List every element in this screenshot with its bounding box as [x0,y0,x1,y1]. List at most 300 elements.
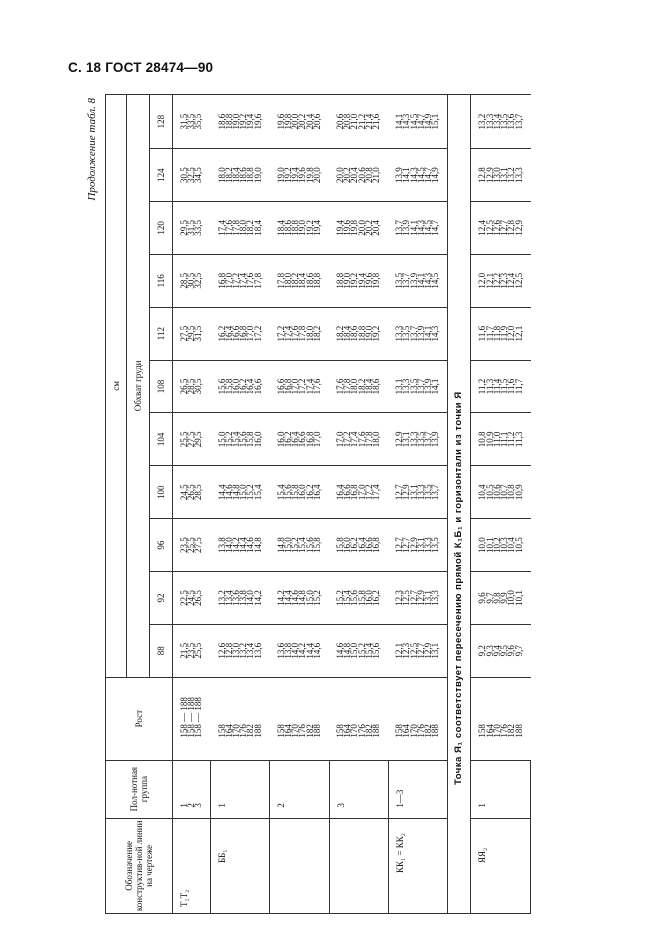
value-cell: 10,4 [471,466,487,519]
value-cell: 15,4 [255,466,270,519]
value-cell: 18,4 [233,149,240,202]
designation-cell: ЯЯ₂ [471,818,531,913]
value-cell: 17,2 [366,466,373,519]
value-cell: 10,0 [508,572,515,625]
value-cell: 13,2 [211,572,226,625]
value-cell: 12,9 [403,466,410,519]
value-cell: 11,1 [501,413,508,466]
value-cell: 13,3 [432,572,448,625]
header-group: Пол-нотная группа [106,760,173,818]
value-cell: 9,6 [508,624,515,677]
value-cell: 18,8 [226,95,233,149]
value-cell: 15,8 [292,466,299,519]
subheading: Точка Я₁ соответствует пересечению прямой К₁Б₁ и горизонтали из точки Я [448,95,471,914]
value-cell: 25,5 [188,519,195,572]
group-value: 1 [179,803,189,808]
value-cell: 12,2 [494,254,501,307]
height-cell: 176 [240,677,247,760]
value-cell: 12,6 [211,624,226,677]
value-cell: 19,4 [314,201,329,254]
value-cell: 16,0 [344,519,351,572]
value-cell: 11,0 [494,413,501,466]
value-cell: 13,5 [432,519,448,572]
value-cell: 14,6 [226,466,233,519]
value-cell: 9,6 [471,572,487,625]
value-cell: 17,2 [255,307,270,360]
value-cell: 16,4 [359,519,366,572]
height-cell: 176 [359,677,366,760]
value-cell: 10,8 [508,466,515,519]
value-cell: 21,6 [373,95,388,149]
value-cell: 20,2 [299,95,306,149]
value-cell: 26,5 [188,466,195,519]
value-cell: 12,9 [411,519,418,572]
value-cell: 13,1 [411,466,418,519]
value-cell: 16,8 [285,360,292,413]
value-cell: 19,6 [299,149,306,202]
value-cell: 19,8 [307,149,314,202]
height-cell: 182 [366,677,373,760]
value-cell: 32,5 [195,254,210,307]
bust-value: 116 [150,254,173,307]
value-cell: 15,6 [373,624,388,677]
height-cell: 176 [299,677,306,760]
value-cell: 17,4 [240,254,247,307]
value-cell: 20,8 [366,149,373,202]
value-cell: 14,6 [314,624,329,677]
value-cell: 14,7 [418,95,425,149]
value-cell: 13,3 [403,360,410,413]
group-value: 1—3 [394,789,405,808]
value-cell: 14,3 [403,95,410,149]
value-cell: 12,0 [471,254,487,307]
value-cell: 14,0 [226,519,233,572]
value-cell: 14,1 [432,360,448,413]
value-cell: 13,6 [255,624,270,677]
value-cell: 14,5 [411,95,418,149]
value-cell: 30,5 [173,149,189,202]
value-cell: 19,0 [233,95,240,149]
value-cell: 10,2 [494,519,501,572]
value-cell: 13,9 [388,149,403,202]
value-cell: 12,9 [487,149,494,202]
value-cell: 14,7 [432,201,448,254]
bust-value: 104 [150,413,173,466]
value-cell: 12,7 [388,519,403,572]
value-cell: 14,6 [292,572,299,625]
value-cell: 16,0 [233,360,240,413]
bust-value: 92 [150,572,173,625]
value-cell: 30,5 [188,254,195,307]
value-cell: 16,6 [299,413,306,466]
value-cell: 16,0 [366,572,373,625]
value-cell: 12,0 [508,307,515,360]
value-cell: 9,8 [494,572,501,625]
header-row [106,95,127,914]
value-cell: 14,2 [299,624,306,677]
value-cell: 10,4 [508,519,515,572]
value-cell: 18,0 [307,307,314,360]
value-cell: 13,7 [388,201,403,254]
height-cell: 158 — 188 [188,677,195,760]
value-cell: 10,5 [516,519,531,572]
value-cell: 13,8 [285,624,292,677]
bust-value: 108 [150,360,173,413]
value-cell: 17,6 [359,413,366,466]
value-cell: 18,2 [359,360,366,413]
value-cell: 14,1 [403,149,410,202]
value-cell: 18,8 [292,201,299,254]
value-cell: 19,8 [285,95,292,149]
value-cell: 20,2 [344,149,351,202]
value-cell: 15,4 [233,413,240,466]
value-cell: 16,2 [211,307,226,360]
value-cell: 9,9 [501,572,508,625]
value-cell: 19,2 [307,201,314,254]
value-cell: 21,4 [366,95,373,149]
value-cell: 17,0 [314,413,329,466]
value-cell: 14,5 [418,149,425,202]
value-cell: 16,6 [255,360,270,413]
value-cell: 18,0 [211,149,226,202]
value-cell: 13,5 [501,95,508,149]
group-value: 1 [477,803,488,808]
bust-value: 100 [150,466,173,519]
value-cell: 10,9 [487,413,494,466]
value-cell: 13,9 [432,413,448,466]
value-cell: 15,0 [307,572,314,625]
value-cell: 14,4 [307,624,314,677]
value-cell: 13,9 [425,360,432,413]
value-cell: 9,5 [501,624,508,677]
value-cell: 12,3 [403,624,410,677]
value-cell: 31,5 [188,201,195,254]
value-cell: 21,0 [373,149,388,202]
value-cell: 12,8 [508,201,515,254]
value-cell: 20,0 [359,201,366,254]
header-height: Рост [106,677,173,760]
value-cell: 15,8 [329,519,344,572]
value-cell: 12,6 [494,201,501,254]
value-cell: 13,6 [508,95,515,149]
value-cell: 17,2 [270,307,285,360]
value-cell: 26,5 [195,572,210,625]
value-cell: 10,7 [501,466,508,519]
value-cell: 9,7 [487,572,494,625]
value-cell: 17,0 [247,307,254,360]
header-designation: Обозначение конструктив-ной линии на чертеже [106,818,173,913]
value-cell: 13,5 [425,466,432,519]
table-row [211,95,226,914]
height-cell: 158 [329,677,344,760]
value-cell: 13,1 [432,624,448,677]
value-cell: 13,3 [487,95,494,149]
value-cell: 12,9 [388,413,403,466]
value-cell: 18,0 [240,201,247,254]
value-cell: 14,2 [233,519,240,572]
value-cell: 25,5 [195,624,210,677]
value-cell: 13,0 [494,149,501,202]
value-cell: 20,4 [307,95,314,149]
value-cell: 20,0 [329,149,344,202]
value-cell: 18,2 [247,201,254,254]
value-cell: 20,6 [359,149,366,202]
value-cell: 13,7 [432,466,448,519]
value-cell: 12,9 [425,624,432,677]
value-cell: 17,6 [314,360,329,413]
value-cell: 19,4 [292,149,299,202]
value-cell: 20,8 [344,95,351,149]
value-cell: 16,4 [329,466,344,519]
value-cell: 31,5 [195,307,210,360]
height-cell: 170 [411,677,418,760]
value-cell: 16,2 [351,519,358,572]
height-cell: 188 [255,677,270,760]
value-cell: 15,4 [270,466,285,519]
value-cell: 14,6 [329,624,344,677]
table-row [388,95,403,914]
value-cell: 19,4 [359,254,366,307]
value-cell: 15,2 [359,624,366,677]
value-cell: 16,6 [366,519,373,572]
group-value: 3 [193,803,204,808]
value-cell: 14,3 [432,307,448,360]
value-cell: 18,4 [344,307,351,360]
value-cell: 14,7 [425,149,432,202]
value-cell: 19,4 [247,95,254,149]
value-cell: 16,4 [292,413,299,466]
value-cell: 13,1 [388,360,403,413]
measurement-table [105,94,531,914]
value-cell: 12,8 [226,624,233,677]
height-cell: 158 [270,677,285,760]
value-cell: 13,5 [411,360,418,413]
value-cell: 10,0 [471,519,487,572]
value-cell: 12,7 [388,466,403,519]
height-cell: 158 [388,677,403,760]
value-cell: 18,8 [359,307,366,360]
value-cell: 33,5 [188,95,195,149]
value-cell: 18,2 [314,307,329,360]
value-cell: 22,5 [173,572,189,625]
value-cell: 17,0 [359,466,366,519]
value-cell: 17,4 [285,307,292,360]
value-cell: 19,0 [299,201,306,254]
value-cell: 15,0 [240,466,247,519]
height-cell: 182 [307,677,314,760]
value-cell: 13,8 [240,572,247,625]
value-cell: 19,6 [255,95,270,149]
value-cell: 17,8 [366,413,373,466]
value-cell: 13,2 [508,149,515,202]
value-cell: 19,4 [329,201,344,254]
value-cell: 13,7 [516,95,531,149]
value-cell: 16,4 [247,360,254,413]
value-cell: 14,3 [418,201,425,254]
group-value: 1 [217,803,228,808]
header-unit: см [106,95,127,678]
value-cell: 14,1 [411,201,418,254]
value-cell: 13,5 [403,307,410,360]
value-cell: 17,2 [344,413,351,466]
value-cell: 18,0 [373,413,388,466]
height-cell: 188 [432,677,448,760]
value-cell: 13,7 [403,254,410,307]
value-cell: 14,1 [388,95,403,149]
value-cell: 32,5 [188,149,195,202]
value-cell: 11,6 [508,360,515,413]
value-cell: 14,8 [270,519,285,572]
value-cell: 11,7 [487,307,494,360]
value-cell: 15,8 [247,413,254,466]
value-cell: 12,8 [471,149,487,202]
value-cell: 11,6 [471,307,487,360]
value-cell: 17,8 [299,307,306,360]
value-cell: 13,3 [418,466,425,519]
value-cell: 13,9 [418,307,425,360]
value-cell: 28,5 [195,466,210,519]
value-cell: 13,5 [418,413,425,466]
value-cell: 13,1 [418,519,425,572]
value-cell: 19,2 [351,254,358,307]
subheading-row [448,95,471,914]
value-cell: 17,4 [307,360,314,413]
value-cell: 11,3 [487,360,494,413]
group-cell [388,760,448,818]
height-cell: 182 [247,677,254,760]
value-cell: 14,3 [425,254,432,307]
value-cell: 19,6 [366,254,373,307]
value-cell: 33,5 [195,201,210,254]
bust-value: 128 [150,95,173,149]
value-cell: 14,0 [247,572,254,625]
value-cell: 13,4 [494,95,501,149]
value-cell: 15,1 [432,95,448,149]
value-cell: 25,5 [173,413,189,466]
value-cell: 13,4 [247,624,254,677]
value-cell: 14,8 [299,572,306,625]
value-cell: 14,0 [292,624,299,677]
value-cell: 12,5 [516,254,531,307]
value-cell: 17,2 [299,360,306,413]
group-cell [173,760,211,818]
value-cell: 13,1 [501,149,508,202]
height-cell: 158 [211,677,226,760]
bust-value: 88 [150,624,173,677]
value-cell: 11,4 [494,360,501,413]
value-cell: 19,2 [240,95,247,149]
value-cell: 29,5 [188,307,195,360]
table-row [270,95,285,914]
value-cell: 20,4 [373,201,388,254]
group-value: 2 [276,803,287,808]
value-cell: 14,2 [270,572,285,625]
value-cell: 11,8 [494,307,501,360]
value-cell: 16,8 [240,307,247,360]
designation-cell [329,818,388,913]
value-cell: 29,5 [195,413,210,466]
height-cell: 164 [285,677,292,760]
value-cell: 24,5 [173,466,189,519]
value-cell: 20,0 [314,149,329,202]
value-cell: 18,8 [329,254,344,307]
value-cell: 14,5 [432,254,448,307]
value-cell: 10,6 [494,466,501,519]
group-value: 2 [186,803,197,808]
value-cell: 13,1 [425,572,432,625]
value-cell: 13,0 [233,624,240,677]
value-cell: 13,7 [425,413,432,466]
value-cell: 15,6 [307,519,314,572]
value-cell: 14,2 [255,572,270,625]
value-cell: 27,5 [188,413,195,466]
height-cell: 164 [344,677,351,760]
height-cell: 170 [292,677,299,760]
value-cell: 14,4 [285,572,292,625]
bust-value: 120 [150,201,173,254]
height-cell: 170 [351,677,358,760]
value-cell: 23,5 [188,624,195,677]
value-cell: 18,6 [211,95,226,149]
designation-cell: ББ₁ [211,818,270,913]
value-cell: 12,1 [388,624,403,677]
value-cell: 19,8 [373,254,388,307]
value-cell: 26,5 [173,360,189,413]
value-cell: 14,4 [240,519,247,572]
value-cell: 16,8 [373,519,388,572]
value-cell: 18,8 [314,254,329,307]
value-cell: 17,0 [226,254,233,307]
value-cell: 13,2 [471,95,487,149]
page-header: С. 18 ГОСТ 28474—90 [68,60,214,75]
height-cell: 170 [494,677,501,760]
value-cell: 18,0 [285,254,292,307]
value-cell: 9,7 [516,624,531,677]
value-cell: 19,0 [344,254,351,307]
value-cell: 12,3 [388,572,403,625]
value-cell: 14,1 [425,307,432,360]
value-cell: 12,4 [508,254,515,307]
value-cell: 13,7 [418,360,425,413]
value-cell: 16,2 [373,572,388,625]
height-cell: 182 [425,677,432,760]
value-cell: 12,9 [418,572,425,625]
value-cell: 15,2 [329,572,344,625]
value-cell: 29,5 [173,201,189,254]
height-cell: 188 [373,677,388,760]
value-cell: 15,8 [314,519,329,572]
value-cell: 16,4 [314,466,329,519]
value-cell: 13,6 [233,572,240,625]
value-cell: 14,8 [255,519,270,572]
value-cell: 15,2 [226,413,233,466]
value-cell: 21,0 [351,95,358,149]
bust-value: 112 [150,307,173,360]
value-cell: 19,2 [285,149,292,202]
value-cell: 18,6 [285,201,292,254]
value-cell: 18,4 [366,360,373,413]
value-cell: 17,6 [329,360,344,413]
height-cell: 158 — 188 [195,677,210,760]
bust-value: 124 [150,149,173,202]
table-container [80,94,618,914]
value-cell: 28,5 [188,360,195,413]
height-cell: 188 [516,677,531,760]
value-cell: 14,6 [247,519,254,572]
value-cell: 14,8 [233,466,240,519]
value-cell: 17,0 [292,360,299,413]
value-cell: 13,4 [226,572,233,625]
